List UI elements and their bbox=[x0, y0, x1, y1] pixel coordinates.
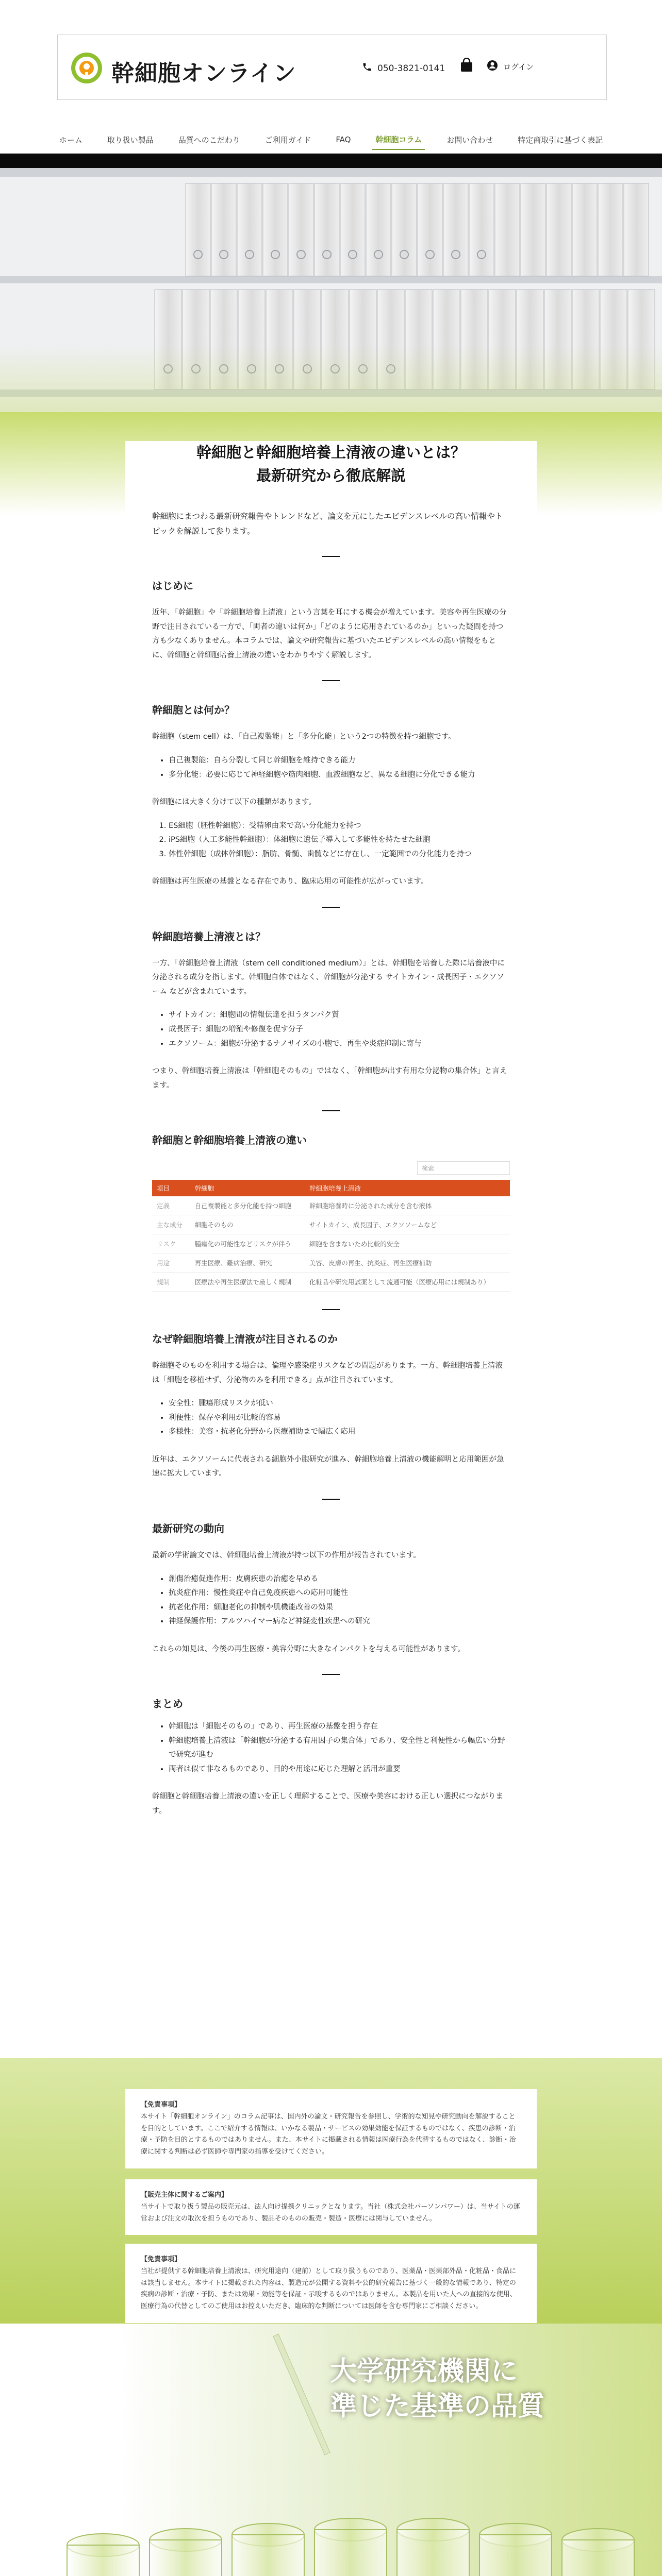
list-item: • 両者は似て非なるものであり、目的や用途に応じた理解と活用が重要 bbox=[169, 1762, 510, 1777]
nav-item-legal[interactable]: 特定商取引に基づく表記 bbox=[518, 135, 603, 145]
list-item: • 成長因子：細胞の増殖や修復を促す分子 bbox=[169, 1023, 510, 1037]
section-heading: なぜ幹細胞培養上清液が注目されるのか bbox=[152, 1333, 338, 1346]
bullet-list bbox=[125, 754, 537, 782]
section-paragraph: 幹細胞と幹細胞培養上清液の違いを正しく理解することで、医療や美容における正しい選択につながります。 bbox=[152, 1792, 503, 1815]
section-heading: 最新研究の動向 bbox=[152, 1522, 224, 1535]
table-row: リスク 腫瘍化の可能性などリスクが伴う 細胞を含まないため比較的安全 bbox=[152, 1234, 510, 1253]
section-separator bbox=[322, 1309, 340, 1310]
logo-mark[interactable] bbox=[68, 49, 105, 87]
section-paragraph: 一方、「幹細胞培養上清液（stem cell conditioned medium）」とは、幹細胞を培養した際に培養液中に分泌される成分を指します。幹細胞自体ではなく、幹細胞が分泌する サイトカイン・成長因子・エクソソーム などが含まれています。 bbox=[152, 959, 505, 996]
list-item: 1. ES細胞（胚性幹細胞）：受精卵由来で高い分化能力を持つ bbox=[169, 819, 510, 834]
table-search-input[interactable]: 検索 bbox=[417, 1161, 510, 1175]
list-item: 3. 体性幹細胞（成体幹細胞）：脂肪、骨髄、歯髄などに存在し、一定範囲での分化能力を持つ bbox=[169, 848, 510, 862]
phone-contact[interactable] bbox=[362, 62, 445, 75]
comparison-table bbox=[152, 1180, 510, 1292]
article-intro: 幹細胞にまつわる最新研究報告やトレンドなど、論文を元にしたエビデンスレベルの高い情報やトピックを解説して参ります。 bbox=[152, 511, 503, 536]
hero-fade-overlay bbox=[0, 168, 662, 420]
list-item: • 自己複製能：自ら分裂して同じ幹細胞を維持できる能力 bbox=[169, 754, 510, 768]
table-header-item[interactable]: 項目 bbox=[152, 1180, 190, 1196]
nav-item-guide[interactable]: ご利用ガイド bbox=[264, 135, 311, 145]
nav-item-quality[interactable]: 品質へのこだわり bbox=[178, 135, 240, 145]
section-heading: 幹細胞と幹細胞培養上清液の違い bbox=[152, 1134, 307, 1147]
list-item: • 安全性：腫瘍形成リスクが低い bbox=[169, 1397, 510, 1411]
table-row: 主な成分 細胞そのもの サイトカイン、成長因子、エクソソームなど bbox=[152, 1215, 510, 1234]
table-row: 用途 再生医療、難病治療、研究 美容、皮膚の再生、抗炎症、再生医療補助 bbox=[152, 1253, 510, 1273]
section-separator bbox=[322, 1674, 340, 1675]
cart-button[interactable] bbox=[460, 58, 473, 74]
section-paragraph: 最新の学術論文では、幹細胞培養上清液が持つ以下の作用が報告されています。 bbox=[152, 1551, 421, 1560]
hero-shelf-image bbox=[0, 168, 662, 420]
table-header-conditioned-medium[interactable]: 幹細胞培養上清液 bbox=[305, 1180, 510, 1196]
notices-section bbox=[0, 2058, 662, 2324]
login-link[interactable] bbox=[487, 60, 534, 73]
section-separator bbox=[322, 907, 340, 908]
notice-label: 【免責事項】 bbox=[141, 2256, 181, 2263]
list-item: 2. iPS細胞（人工多能性幹細胞）：体細胞に遺伝子導入して多能性を持たせた細胞 bbox=[169, 833, 510, 848]
section-separator bbox=[322, 680, 340, 681]
notice-text: 当社が提供する幹細胞培養上清液は、研究用途向（建前）として取り扱うものであり、医薬品・医薬部外品・化粧品・食品には該当しません。本サイトに掲載された内容は、製造元が公開する資料や公的研究報告に基づく一般的な情報であり、特定の疾病の診断・治療・予防、または効果・効能等を保証・示唆するものではありません。本製品を用いた人への直接的な使用、医療行為の代替としてのご使用はお控えいただき、臨床的な判断については医師を含む専門家にご相談ください。 bbox=[141, 2267, 517, 2310]
article-title: 幹細胞と幹細胞培養上清液の違いとは？ 最新研究から徹底解説 bbox=[196, 444, 466, 484]
notice-label: 【免責事項】 bbox=[141, 2101, 181, 2109]
bullet-list bbox=[125, 1008, 537, 1051]
notice-text: 当サイトで取り扱う製品の販売元は、法人向け提携クリニックとなります。当社（株式会社パーソンパワー）は、当サイトの運営および注文の取次を担うものであり、製品そのものの販売・製造・医療には関与していません。 bbox=[141, 2202, 520, 2223]
main-nav bbox=[0, 129, 662, 150]
nav-item-products[interactable]: 取り扱い製品 bbox=[107, 135, 154, 145]
notice-disclaimer bbox=[125, 2089, 537, 2168]
login-label: ログイン bbox=[503, 62, 534, 72]
section-paragraph: つまり、幹細胞培養上清液は「幹細胞そのもの」ではなく、「幹細胞が出す有用な分泌物の集合体」と言えます。 bbox=[152, 1067, 507, 1090]
list-item: • 幹細胞は「細胞そのもの」であり、再生医療の基盤を担う存在 bbox=[169, 1720, 510, 1734]
bullet-list bbox=[125, 1397, 537, 1439]
brand-name[interactable]: 幹細胞オンライン bbox=[111, 60, 296, 87]
section-separator bbox=[322, 1499, 340, 1500]
list-item: • 多分化能：必要に応じて神経細胞や筋肉細胞、血液細胞など、異なる細胞に分化できる能力 bbox=[169, 768, 510, 783]
list-item: • 神経保護作用：アルツハイマー病など神経変性疾患への研究 bbox=[169, 1615, 510, 1629]
list-item: • 抗老化作用：細胞老化の抑制や肌機能改善の効果 bbox=[169, 1601, 510, 1615]
section-paragraph: 幹細胞（stem cell）は、「自己複製能」と「多分化能」という2つの特徴を持つ細胞です。 bbox=[152, 733, 456, 741]
section-heading: まとめ bbox=[152, 1698, 183, 1710]
lab-quality-banner bbox=[0, 2324, 662, 2576]
nav-item-home[interactable]: ホーム bbox=[59, 135, 82, 145]
user-icon bbox=[487, 60, 498, 73]
list-item: • サイトカイン：細胞間の情報伝達を担うタンパク質 bbox=[169, 1008, 510, 1023]
site-header bbox=[0, 0, 662, 126]
header-box bbox=[57, 35, 607, 100]
notice-text: 本サイト「幹細胞オンライン」のコラム記事は、国内外の論文・研究報告を参照し、学術的な知見や研究動向を解説することを目的としています。ここで紹介する情報は、いかなる製品・サービスの効果効能を保証するものではなく、疾患の診断・治療・予防を目的とするものではありません。また、本サイトに掲載される情報は医療行為を代替するものではなく、診断・治療に関する判断は必ず医師や専門家の指導を受けてください。 bbox=[141, 2112, 516, 2156]
list-item: • 創傷治癒促進作用：皮膚疾患の治癒を早める bbox=[169, 1572, 510, 1587]
list-item: • 幹細胞培養上清液は「幹細胞が分泌する有用因子の集合体」であり、安全性と利便性から幅広い分野で研究が進む bbox=[169, 1734, 510, 1762]
section-paragraph: 幹細胞には大きく分けて以下の種類があります。 bbox=[152, 798, 316, 807]
section-heading: 幹細胞とは何か？ bbox=[152, 704, 235, 717]
comparison-table-block bbox=[152, 1161, 510, 1292]
table-row: 定義 自己複製能と多分化能を持つ細胞 幹細胞培養時に分泌された成分を含む液体 bbox=[152, 1196, 510, 1215]
list-item: • 多様性：美容・抗老化分野から医療補助まで幅広く応用 bbox=[169, 1425, 510, 1439]
phone-number: 050-3821-0141 bbox=[377, 63, 445, 74]
list-item: • エクソソーム：細胞が分泌するナノサイズの小胞で、再生や炎症抑制に寄与 bbox=[169, 1037, 510, 1052]
phone-icon bbox=[362, 62, 372, 75]
nav-item-faq[interactable]: FAQ bbox=[336, 135, 351, 144]
article-card bbox=[125, 441, 537, 2024]
section-paragraph: これらの知見は、今後の再生医療・美容分野に大きなインパクトを与える可能性があります。 bbox=[152, 1645, 465, 1653]
table-row: 規制 医療法や再生医療法で厳しく規制 化粧品や研究用試薬として流通可能（医療応用には規制あり） bbox=[152, 1273, 510, 1292]
notice-disclaimer-2 bbox=[125, 2244, 537, 2323]
section-heading: はじめに bbox=[152, 580, 193, 592]
section-paragraph: 近年は、エクソソームに代表される細胞外小胞研究が進み、幹細胞培養上清液の機能解明と応用範囲が急速に拡大しています。 bbox=[152, 1455, 504, 1478]
section-separator bbox=[322, 556, 340, 557]
shopping-bag-icon bbox=[460, 64, 473, 74]
section-paragraph: 幹細胞そのものを利用する場合は、倫理や感染症リスクなどの問題があります。一方、幹細胞培養上清液は「細胞を移植せず、分泌物のみを利用できる」点が注目されています。 bbox=[152, 1362, 503, 1384]
nav-item-column[interactable]: 幹細胞コラム bbox=[372, 130, 425, 150]
header-divider-bar bbox=[0, 154, 662, 168]
nav-item-contact[interactable]: お問い合わせ bbox=[446, 135, 493, 145]
notice-seller bbox=[125, 2179, 537, 2235]
section-separator bbox=[322, 1110, 340, 1111]
table-header-stem-cell[interactable]: 幹細胞 bbox=[190, 1180, 305, 1196]
section-heading: 幹細胞培養上清液とは？ bbox=[152, 930, 266, 943]
list-item: • 抗炎症作用：慢性炎症や自己免疫疾患への応用可能性 bbox=[169, 1586, 510, 1601]
lab-banner-title: 大学研究機関に 準じた基準の品質 bbox=[330, 2356, 545, 2422]
section-paragraph: 近年、「幹細胞」や「幹細胞培養上清液」という言葉を耳にする機会が増えています。美容や再生医療の分野で注目されている一方で、「両者の違いは何か」「どのように応用されているのか」といった疑問を持つ方も少なくありません。本コラムでは、論文や研究報告に基づいたエビデンスレベルの高い情報をもとに、幹細胞と幹細胞培養上清液の違いをわかりやすく解説します。 bbox=[152, 608, 507, 659]
bullet-list bbox=[125, 1720, 537, 1776]
numbered-list bbox=[125, 819, 537, 862]
list-item: • 利便性：保存や利用が比較的容易 bbox=[169, 1411, 510, 1426]
notice-label: 【販売主体に関するご案内】 bbox=[141, 2191, 228, 2199]
bullet-list bbox=[125, 1572, 537, 1629]
section-paragraph: 幹細胞は再生医療の基盤となる存在であり、臨床応用の可能性が広がっています。 bbox=[152, 877, 428, 886]
